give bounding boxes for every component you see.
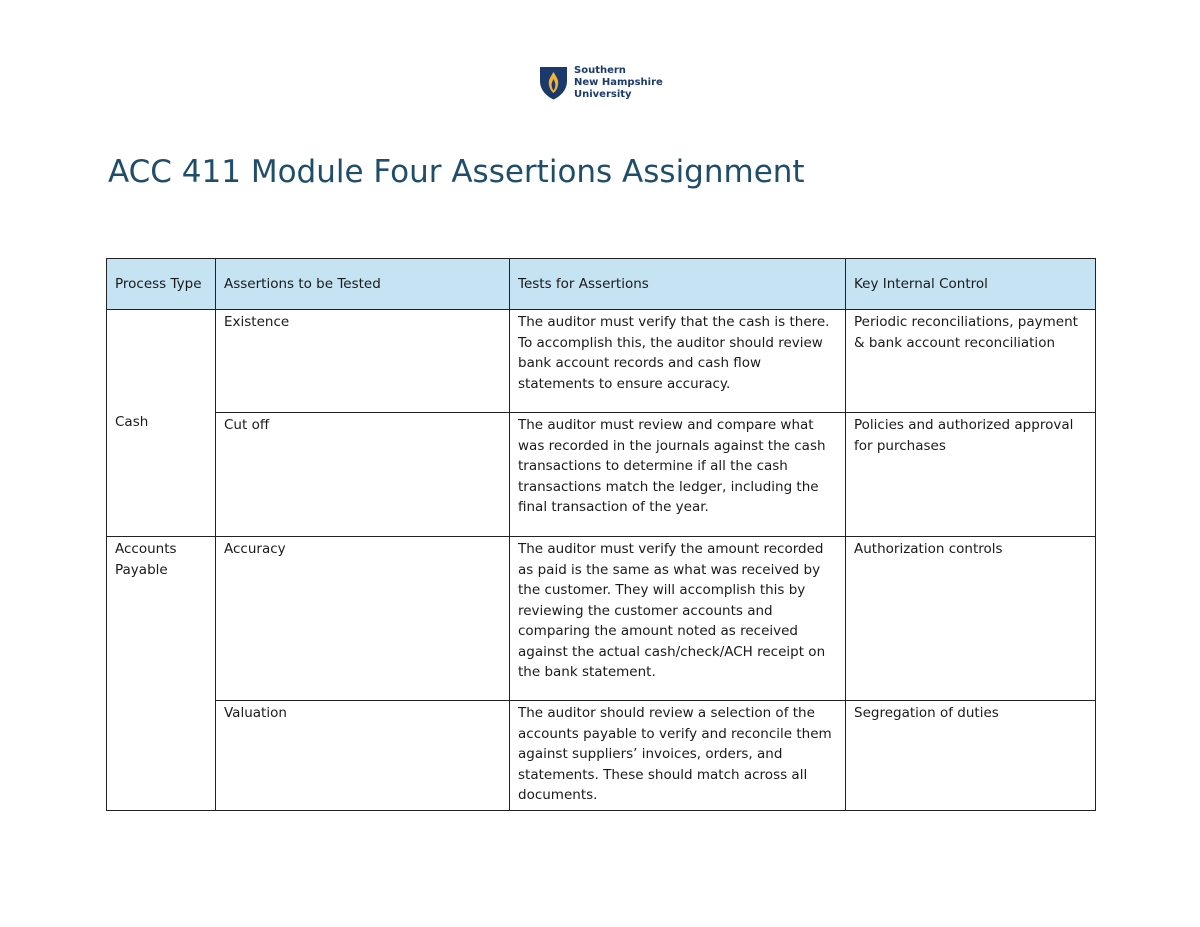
header-process-type: Process Type xyxy=(107,259,216,310)
assertion-cell: Existence xyxy=(216,310,510,413)
table-row xyxy=(107,413,1096,537)
header-assertions: Assertions to be Tested xyxy=(216,259,510,310)
shield-flame-icon xyxy=(539,66,568,100)
process-type-cell: Cash xyxy=(107,310,216,537)
logo-line-3: University xyxy=(574,89,632,100)
control-cell: Periodic reconciliations, payment & bank account reconciliation xyxy=(846,310,1096,413)
control-cell: Authorization controls xyxy=(846,537,1096,701)
test-cell: The auditor must verify the amount recorded as paid is the same as what was received by the customer. They will accomplish this by reviewing the customer accounts and comparing the amount noted as received against the actual cash/check/ACH receipt on the bank statement. xyxy=(510,537,846,701)
table-header-row xyxy=(107,259,1096,310)
assertions-table xyxy=(106,258,1096,811)
assertion-cell: Accuracy xyxy=(216,537,510,701)
assertion-cell: Cut off xyxy=(216,413,510,537)
control-cell: Segregation of duties xyxy=(846,701,1096,811)
logo-line-2: New Hampshire xyxy=(574,77,663,88)
header-tests: Tests for Assertions xyxy=(510,259,846,310)
test-cell: The auditor should review a selection of the accounts payable to verify and reconcile them against suppliers’ invoices, orders, and statements. These should match across all documents. xyxy=(510,701,846,811)
page-title: ACC 411 Module Four Assertions Assignment xyxy=(108,154,805,190)
test-cell: The auditor must verify that the cash is there. To accomplish this, the auditor should review bank account records and cash flow statements to ensure accuracy. xyxy=(510,310,846,413)
logo-line-1: Southern xyxy=(574,65,626,76)
process-type-cell: Accounts Payable xyxy=(107,537,216,811)
university-logo xyxy=(539,65,663,101)
test-cell: The auditor must review and compare what was recorded in the journals against the cash transactions to determine if all the cash transactions match the ledger, including the final transaction of the year. xyxy=(510,413,846,537)
table-row xyxy=(107,537,1096,701)
control-cell: Policies and authorized approval for purchases xyxy=(846,413,1096,537)
header-key-control: Key Internal Control xyxy=(846,259,1096,310)
assertion-cell: Valuation xyxy=(216,701,510,811)
table-row xyxy=(107,701,1096,811)
logo-wordmark xyxy=(574,65,663,101)
table-row xyxy=(107,310,1096,413)
